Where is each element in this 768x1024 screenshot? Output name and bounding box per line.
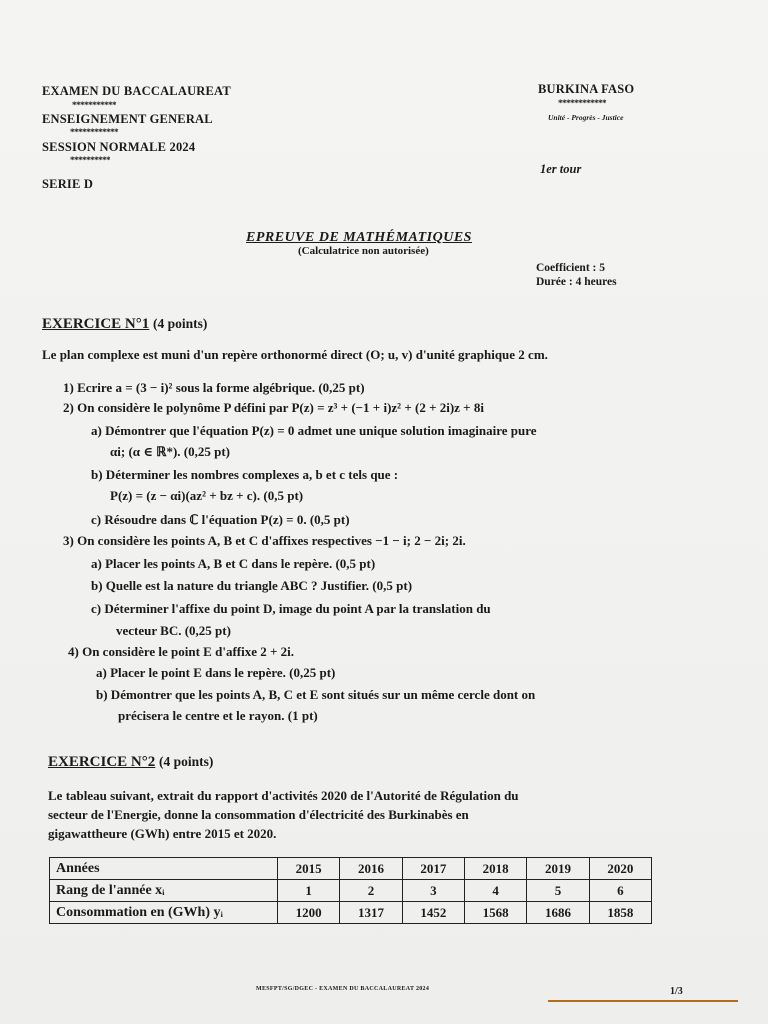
table-cell: 2016 xyxy=(340,858,402,880)
ex1-q2a-cont: αi; (α ∈ ℝ*). (0,25 pt) xyxy=(110,444,230,459)
table-cell: 2 xyxy=(340,880,402,902)
table-cell: 2018 xyxy=(464,858,526,880)
table-cell: 1200 xyxy=(278,902,340,924)
separator: ************ xyxy=(558,98,606,108)
table-cell: 1858 xyxy=(589,902,651,924)
exercise-1-points: (4 points) xyxy=(153,316,208,331)
epreuve-title: EPREUVE DE MATHÉMATIQUES xyxy=(246,230,472,245)
table-cell: 4 xyxy=(464,880,526,902)
ex1-q2: 2) On considère le polynôme P défini par P(z) = z³ + (−1 + i)z² + (2 + 2i)z + 8i xyxy=(63,400,484,415)
table-cell: 2019 xyxy=(527,858,589,880)
ex1-q3c: c) Déterminer l'affixe du point D, image du point A par la translation du xyxy=(91,601,491,616)
ex2-paragraph-line-1: Le tableau suivant, extrait du rapport d'activités 2020 de l'Autorité de Régulation du xyxy=(48,788,519,803)
row-label: Années xyxy=(50,858,278,880)
serie-line: SERIE D xyxy=(42,177,94,191)
table-cell: 2020 xyxy=(589,858,651,880)
country-name: BURKINA FASO xyxy=(538,82,635,96)
table-cell: 1317 xyxy=(340,902,402,924)
ex1-q2a: a) Démontrer que l'équation P(z) = 0 admet une unique solution imaginaire pure xyxy=(91,423,537,438)
table-row-consumption xyxy=(50,902,652,924)
table-cell: 1686 xyxy=(527,902,589,924)
ex2-paragraph-line-2: secteur de l'Energie, donne la consommation d'électricité des Burkinabès en xyxy=(48,807,469,822)
ex1-q2b: b) Déterminer les nombres complexes a, b et c tels que : xyxy=(91,467,399,482)
row-label: Rang de l'année xᵢ xyxy=(50,880,278,902)
table-cell: 2017 xyxy=(402,858,464,880)
ex1-q3: 3) On considère les points A, B et C d'affixes respectives −1 − i; 2 − 2i; 2i. xyxy=(63,533,466,548)
epreuve-subtitle: (Calculatrice non autorisée) xyxy=(298,245,429,257)
national-motto: Unité - Progrès - Justice xyxy=(548,113,624,122)
exercise-2-title: EXERCICE N°2 xyxy=(48,754,156,770)
table-cell: 1 xyxy=(278,880,340,902)
ex1-q3a: a) Placer les points A, B et C dans le repère. (0,5 pt) xyxy=(91,556,376,571)
footer-rule xyxy=(548,1000,738,1002)
ex1-q4b-cont: précisera le centre et le rayon. (1 pt) xyxy=(118,708,318,723)
separator: ************ xyxy=(70,127,118,137)
table-row-ranks xyxy=(50,880,652,902)
exam-type-line: ENSEIGNEMENT GENERAL xyxy=(42,112,213,126)
ex1-q2b-cont: P(z) = (z − αi)(az² + bz + c). (0,5 pt) xyxy=(110,488,304,503)
table-row-years xyxy=(50,858,652,880)
duration: Durée : 4 heures xyxy=(536,276,617,288)
row-label: Consommation en (GWh) yᵢ xyxy=(50,902,278,924)
exam-title-line: EXAMEN DU BACCALAUREAT xyxy=(42,84,231,98)
table-cell: 1452 xyxy=(402,902,464,924)
table-cell: 1568 xyxy=(464,902,526,924)
exercise-1-title: EXERCICE N°1 xyxy=(42,316,150,332)
ex1-q1: 1) Ecrire a = (3 − i)² sous la forme algébrique. (0,25 pt) xyxy=(63,380,365,395)
exercise-1-heading xyxy=(42,316,207,333)
table-cell: 2015 xyxy=(278,858,340,880)
ex1-q3c-cont: vecteur BC. (0,25 pt) xyxy=(116,623,231,638)
exercise-2-points: (4 points) xyxy=(159,754,214,769)
separator: *********** xyxy=(72,100,116,110)
exercise-2-heading xyxy=(48,754,213,771)
ex1-q4: 4) On considère le point E d'affixe 2 + 2i. xyxy=(68,644,295,659)
ex1-q4a: a) Placer le point E dans le repère. (0,25 pt) xyxy=(96,665,336,680)
ex1-q4b: b) Démontrer que les points A, B, C et E sont situés sur un même cercle dont on xyxy=(96,687,536,702)
ex1-q2c: c) Résoudre dans ℂ l'équation P(z) = 0. (0,5 pt) xyxy=(91,512,350,527)
ex1-intro: Le plan complexe est muni d'un repère orthonormé direct (O; u, v) d'unité graphique 2 cm. xyxy=(42,347,548,362)
table-cell: 5 xyxy=(527,880,589,902)
session-line: SESSION NORMALE 2024 xyxy=(42,140,196,154)
consumption-table xyxy=(49,857,652,924)
ex2-paragraph-line-3: gigawattheure (GWh) entre 2015 et 2020. xyxy=(48,826,277,841)
table-cell: 3 xyxy=(402,880,464,902)
ex1-q3b: b) Quelle est la nature du triangle ABC ? Justifier. (0,5 pt) xyxy=(91,578,413,593)
coefficient: Coefficient : 5 xyxy=(536,262,605,274)
table-cell: 6 xyxy=(589,880,651,902)
tour-label: 1er tour xyxy=(540,162,582,176)
page-number: 1/3 xyxy=(670,986,683,997)
footer-text: MESFPT/SG/DGEC - EXAMEN DU BACCALAUREAT 2024 xyxy=(256,986,430,992)
separator: ********** xyxy=(70,155,110,165)
